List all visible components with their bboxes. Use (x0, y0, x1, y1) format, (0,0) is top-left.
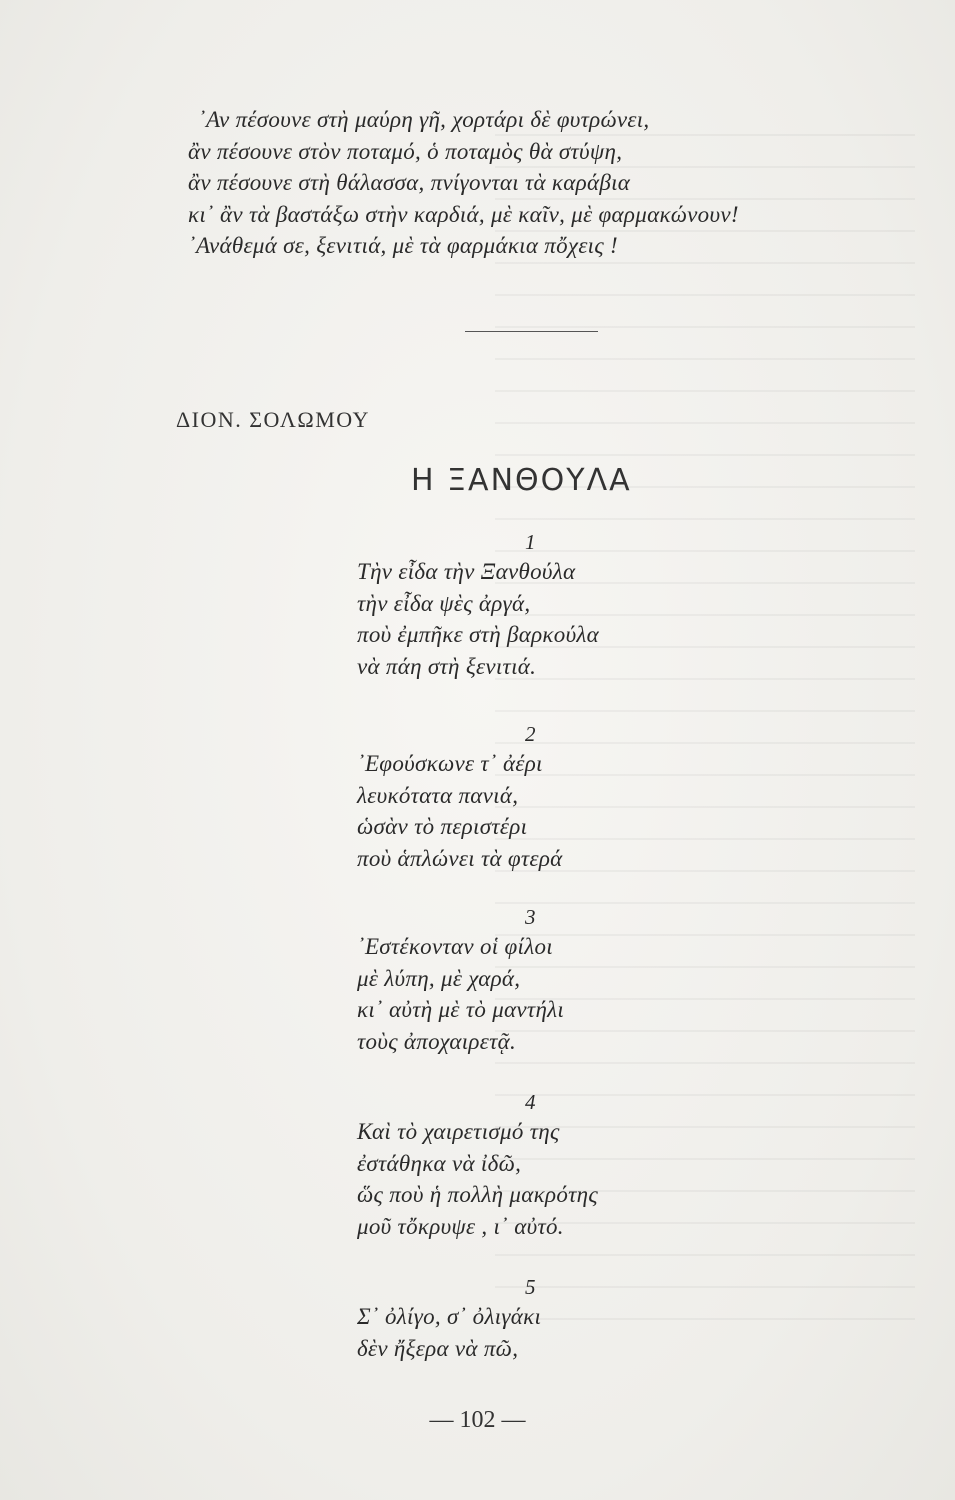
stanza-number: 2 (525, 722, 536, 746)
stanza-1 (357, 528, 777, 682)
page-number: — 102 — (429, 1407, 526, 1433)
author-name: ΔΙΟΝ. ΣΟΛΩΜΟΥ (176, 407, 370, 432)
verse-line: ὥς ποὺ ἡ πολλὴ μακρότης (357, 1182, 598, 1207)
verse-line: ποὺ ἐμπῆκε στὴ βαρκούλα (357, 622, 600, 647)
stanza-4 (357, 1088, 777, 1242)
verse-line: ἂν πέσουνε στὸν ποταμό, ὁ ποταμὸς θὰ στύψη, (188, 138, 623, 164)
verse-line: τὴν εἶδα ψὲς ἀργά, (357, 590, 531, 616)
verse-line: τοὺς ἀποχαιρετᾷ. (357, 1028, 517, 1054)
verse-line: κι᾿ ἂν τὰ βαστάξω στὴν καρδιά, μὲ καῖν, μὲ φαρμακώνουν! (188, 201, 739, 227)
verse-line: ᾿Εστέκονταν οἱ φίλοι (357, 934, 553, 959)
stanza-5 (357, 1273, 777, 1364)
verse-line: μοῦ τὄκρυψε , ι᾿ αὐτό. (357, 1213, 564, 1239)
stanza-number: 5 (525, 1275, 536, 1299)
section-divider (465, 331, 598, 332)
verse-line: νὰ πάη στὴ ξενιτιά. (357, 653, 537, 679)
stanza-number: 4 (525, 1090, 536, 1114)
opening-stanza (188, 104, 828, 262)
verse-line: ᾿Ανάθεμά σε, ξενιτιά, μὲ τὰ φαρμάκια πὄχεις ! (188, 233, 619, 258)
stanza-2 (357, 720, 777, 874)
stanza-number: 3 (525, 905, 536, 929)
verse-line: Τὴν εἶδα τὴν Ξανθούλα (357, 559, 576, 584)
verse-line: ἂν πέσουνε στὴ θάλασσα, πνίγονται τὰ καράβια (188, 170, 631, 195)
verse-line: ποὺ ἁπλώνει τὰ φτερά (357, 845, 563, 871)
verse-line: μὲ λύπη, μὲ χαρά, (357, 965, 521, 991)
verse-line: Σ᾿ ὀλίγο, σ᾿ ὀλιγάκι (357, 1304, 542, 1329)
verse-line: ὡσὰν τὸ περιστέρι (357, 814, 528, 839)
stanza-number: 1 (525, 530, 536, 554)
stanza-3 (357, 903, 777, 1057)
verse-line: ᾿Αν πέσουνε στὴ μαύρη γῆ, χορτάρι δὲ φυτρώνει, (198, 107, 650, 132)
verse-line: λευκότατα πανιά, (357, 782, 519, 808)
verse-line: Καὶ τὸ χαιρετισμό της (357, 1119, 560, 1144)
verse-line: ἐστάθηκα νὰ ἰδῶ, (357, 1150, 522, 1176)
verse-line: δὲν ἤξερα νὰ πῶ, (357, 1335, 519, 1361)
verse-line: ᾿Εφούσκωνε τ᾿ ἀέρι (357, 751, 543, 776)
poem-title: Η ΞΑΝΘΟΥΛΑ (411, 463, 632, 498)
verse-line: κι᾿ αὐτὴ μὲ τὸ μαντήλι (357, 997, 565, 1022)
